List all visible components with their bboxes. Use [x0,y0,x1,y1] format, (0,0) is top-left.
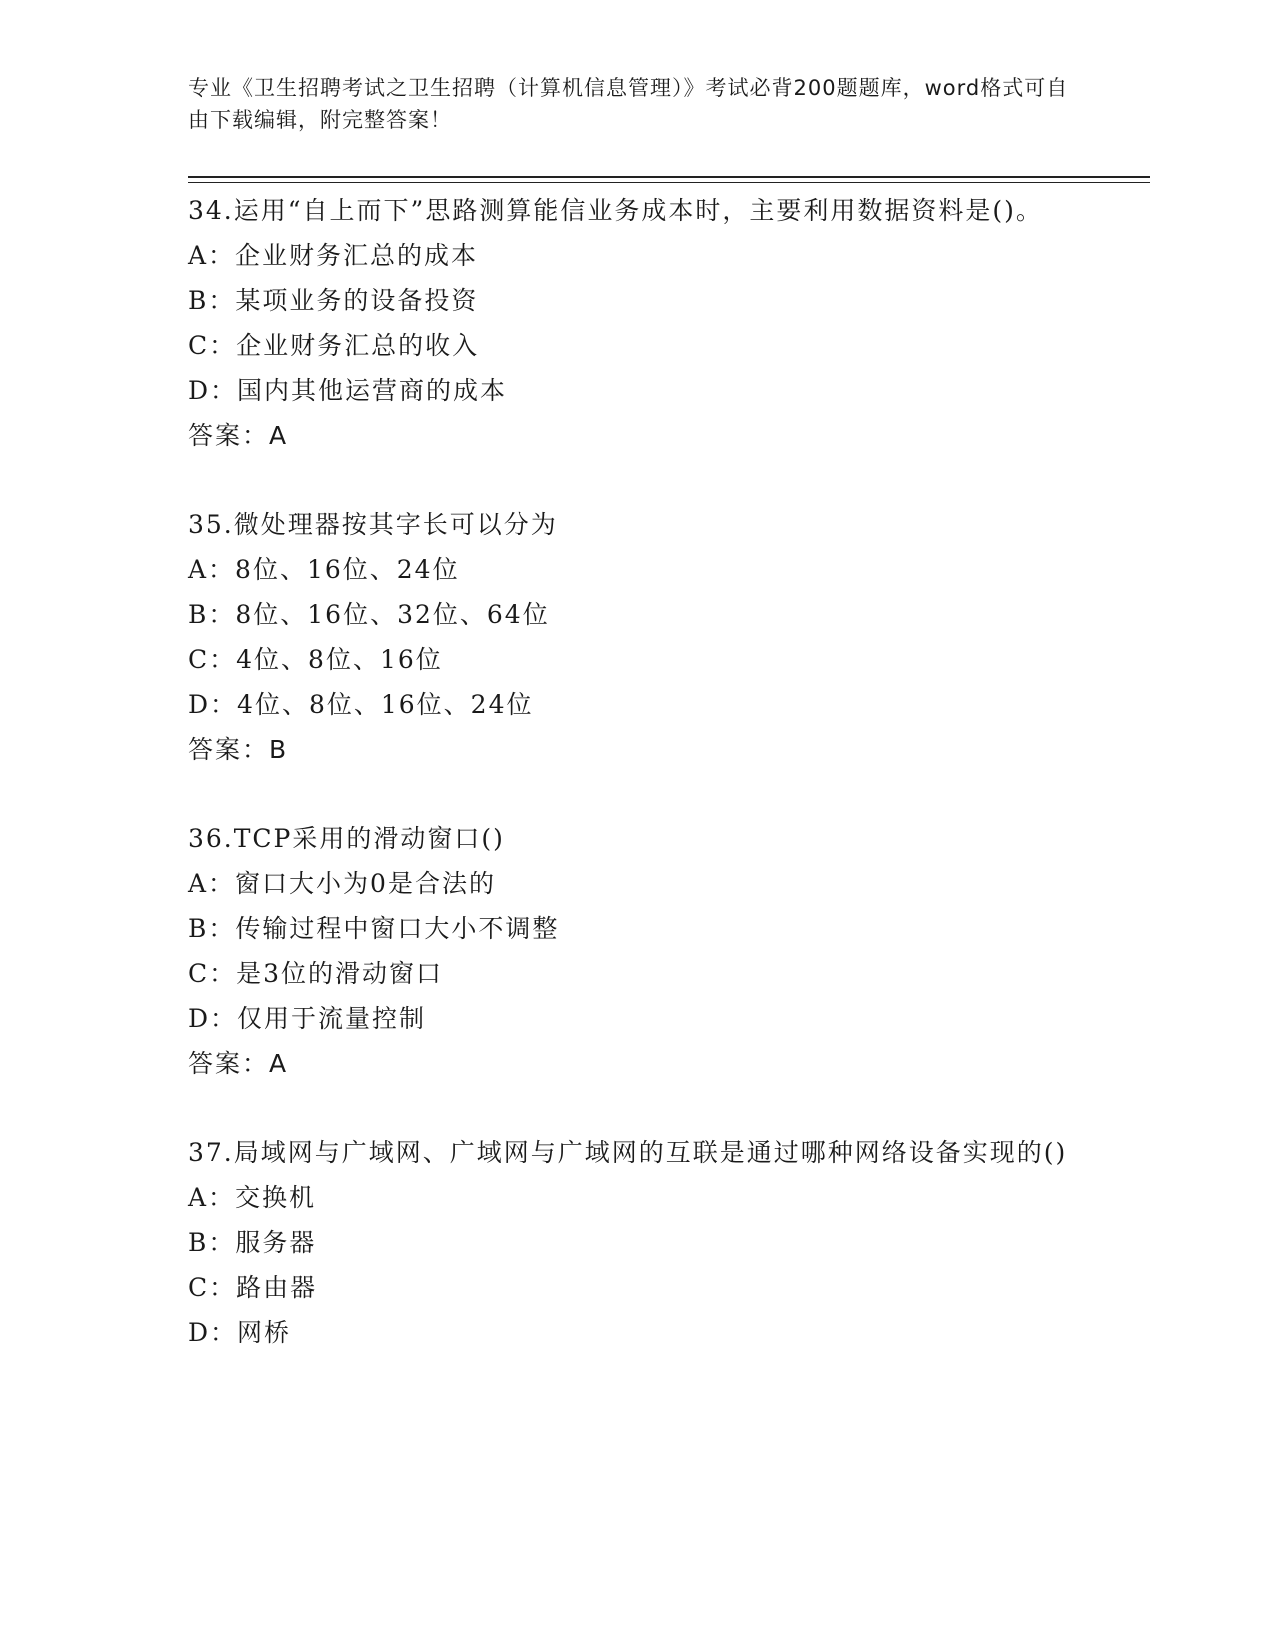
answer-line: 答案：A [188,421,289,450]
option-d: D：国内其他运营商的成本 [188,376,508,405]
option-c: C：企业财务汇总的收入 [188,331,480,360]
option-a: A：8位、16位、24位 [188,555,460,584]
question-34 [188,188,1088,458]
option-b: B：某项业务的设备投资 [188,286,479,315]
question-stem: 37.局域网与广域网、广域网与广域网的互联是通过哪种网络设备实现的() [188,1138,1068,1167]
header-divider [188,176,1150,178]
question-stem: 36.TCP采用的滑动窗口() [188,824,505,853]
answer-line: 答案：B [188,735,289,764]
option-a: A：企业财务汇总的成本 [188,241,479,270]
option-b: B：传输过程中窗口大小不调整 [188,914,560,943]
option-a: A：交换机 [188,1183,317,1212]
option-c: C：是3位的滑动窗口 [188,959,444,988]
question-list [188,188,1088,1399]
option-d: D：网桥 [188,1318,292,1347]
option-d: D：仅用于流量控制 [188,1004,427,1033]
question-37 [188,1130,1088,1355]
question-36 [188,816,1088,1086]
option-c: C：路由器 [188,1273,318,1302]
question-stem: 35.微处理器按其字长可以分为 [188,510,558,539]
document-header: 专业《卫生招聘考试之卫生招聘（计算机信息管理）》考试必背200题题库，word格式可自由下载编辑，附完整答案！ [188,76,1069,132]
option-b: B：8位、16位、32位、64位 [188,600,550,629]
option-c: C：4位、8位、16位 [188,645,443,674]
option-d: D：4位、8位、16位、24位 [188,690,534,719]
option-b: B：服务器 [188,1228,317,1257]
header-divider-thin [188,182,1150,183]
answer-line: 答案：A [188,1049,289,1078]
option-a: A：窗口大小为0是合法的 [188,869,496,898]
question-35 [188,502,1088,772]
question-stem: 34.运用“自上而下”思路测算能信业务成本时，主要利用数据资料是()。 [188,196,1043,225]
